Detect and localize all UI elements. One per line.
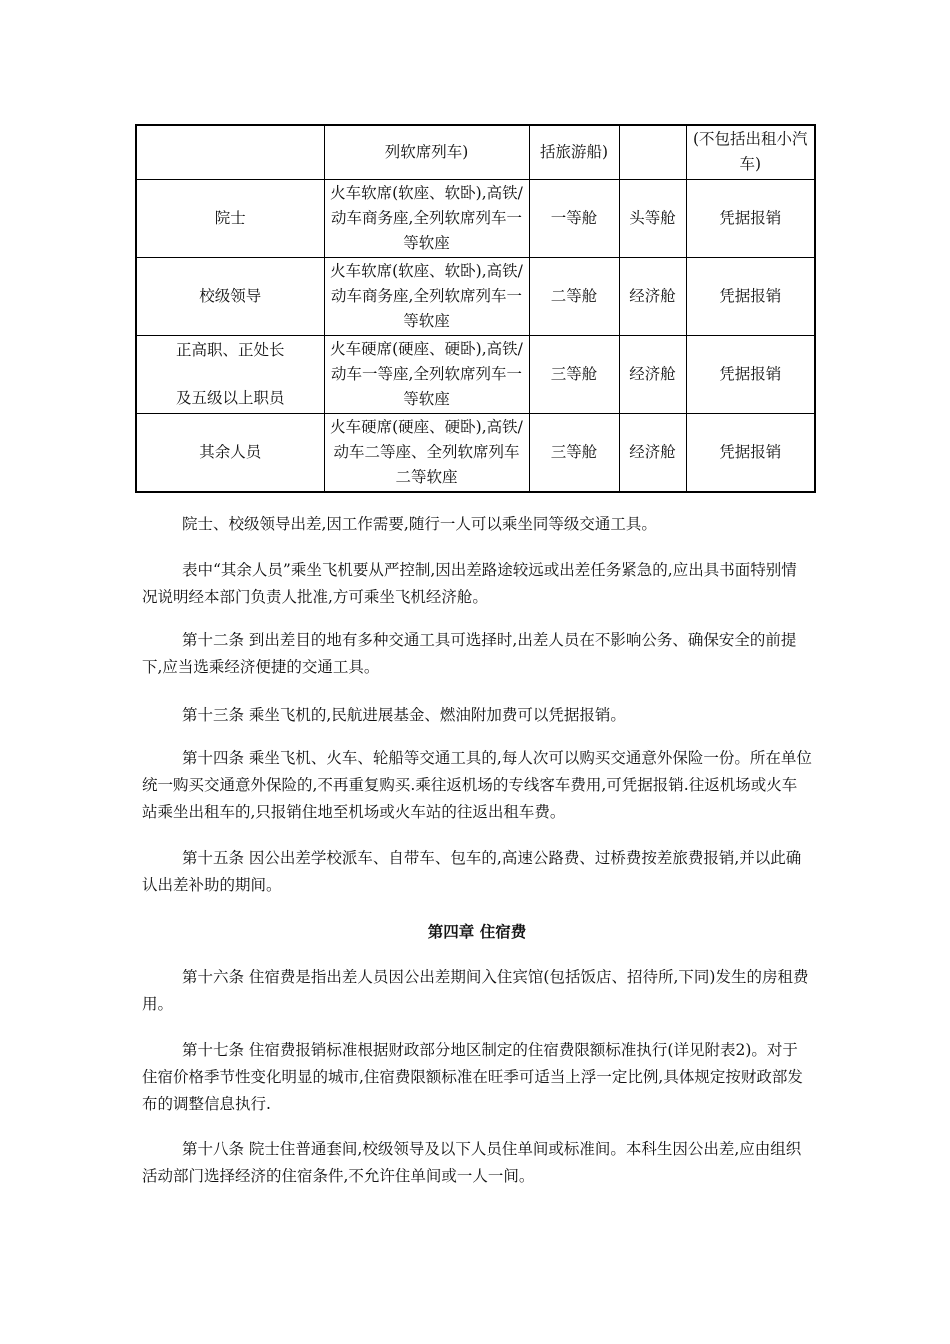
plane-cell: 经济舱 bbox=[619, 335, 686, 413]
table-row bbox=[136, 179, 815, 257]
paragraph-article-17: 第十七条 住宿费报销标准根据财政部分地区制定的住宿费限额标准执行(详见附表2)。对于住宿价格季节性变化明显的城市,住宿费限额标准在旺季可适当上浮一定比例,具体规定按财政部发布的调整信息执行. bbox=[142, 1041, 803, 1113]
train-cell: 火车软席(软座、软卧),高铁/动车商务座,全列软席列车一等软座 bbox=[324, 257, 529, 335]
paragraph-article-12: 第十二条 到出差目的地有多种交通工具可选择时,出差人员在不影响公务、确保安全的前提下,应当选乘经济便捷的交通工具。 bbox=[142, 631, 797, 676]
other-cell: 凭据报销 bbox=[686, 335, 815, 413]
other-cell: 凭据报销 bbox=[686, 413, 815, 492]
table-header-row bbox=[136, 125, 815, 179]
rank-cell bbox=[136, 179, 324, 257]
paragraph-accompany: 院士、校级领导出差,因工作需要,随行一人可以乘坐同等级交通工具。 bbox=[182, 515, 657, 533]
plane-cell: 经济舱 bbox=[619, 257, 686, 335]
ship-cell: 二等舱 bbox=[529, 257, 619, 335]
header-cell-plane bbox=[619, 125, 686, 179]
paragraph-article-13: 第十三条 乘坐飞机的,民航进展基金、燃油附加费可以凭据报销。 bbox=[182, 706, 626, 724]
rank-label: 正高职、正处长 bbox=[175, 340, 285, 359]
paragraph-article-16: 第十六条 住宿费是指出差人员因公出差期间入住宾馆(包括饭店、招待所,下同)发生的房租费用。 bbox=[142, 968, 809, 1013]
rank-label: 院士 bbox=[214, 208, 246, 227]
ship-cell: 一等舱 bbox=[529, 179, 619, 257]
header-cell-rank bbox=[136, 125, 324, 179]
table-row bbox=[136, 335, 815, 413]
rank-label: 其余人员 bbox=[199, 442, 262, 461]
ship-cell: 三等舱 bbox=[529, 413, 619, 492]
table-row bbox=[136, 257, 815, 335]
plane-cell: 头等舱 bbox=[619, 179, 686, 257]
chapter-heading: 第四章 住宿费 bbox=[427, 922, 527, 941]
train-cell: 火车硬席(硬座、硬卧),高铁/动车二等座、全列软席列车二等软座 bbox=[324, 413, 529, 492]
train-cell: 火车软席(软座、软卧),高铁/动车商务座,全列软席列车一等软座 bbox=[324, 179, 529, 257]
rank-label-line2: 及五级以上职员 bbox=[175, 388, 285, 407]
rank-cell bbox=[136, 335, 324, 413]
paragraph-others-flight: 表中“其余人员”乘坐飞机要从严控制,因出差路途较远或出差任务紧急的,应出具书面特别情况说明经本部门负责人批准,方可乘坐飞机经济舱。 bbox=[142, 561, 797, 606]
transport-standard-table bbox=[135, 124, 816, 493]
plane-cell: 经济舱 bbox=[619, 413, 686, 492]
ship-cell: 三等舱 bbox=[529, 335, 619, 413]
paragraph-article-15: 第十五条 因公出差学校派车、自带车、包车的,高速公路费、过桥费按差旅费报销,并以此确认出差补助的期间。 bbox=[142, 849, 802, 894]
header-cell-train: 列软席列车) bbox=[324, 125, 529, 179]
paragraph-article-18: 第十八条 院士住普通套间,校级领导及以下人员住单间或标准间。本科生因公出差,应由组织活动部门选择经济的住宿条件,不允许住单间或一人一间。 bbox=[142, 1140, 802, 1185]
header-cell-ship: 括旅游船) bbox=[529, 125, 619, 179]
train-cell: 火车硬席(硬座、硬卧),高铁/动车一等座,全列软席列车一等软座 bbox=[324, 335, 529, 413]
other-cell: 凭据报销 bbox=[686, 257, 815, 335]
table-row bbox=[136, 413, 815, 492]
rank-cell bbox=[136, 257, 324, 335]
rank-cell bbox=[136, 413, 324, 492]
rank-label: 校级领导 bbox=[199, 286, 262, 305]
paragraph-article-14: 第十四条 乘坐飞机、火车、轮船等交通工具的,每人次可以购买交通意外保险一份。所在单位统一购买交通意外保险的,不再重复购买.乘往返机场的专线客车费用,可凭据报销.往返机场或火车站乘坐出租车的,只报销住地至机场或火车站的往返出租车费。 bbox=[142, 749, 812, 821]
header-cell-other: (不包括出租小汽车) bbox=[686, 125, 815, 179]
other-cell: 凭据报销 bbox=[686, 179, 815, 257]
